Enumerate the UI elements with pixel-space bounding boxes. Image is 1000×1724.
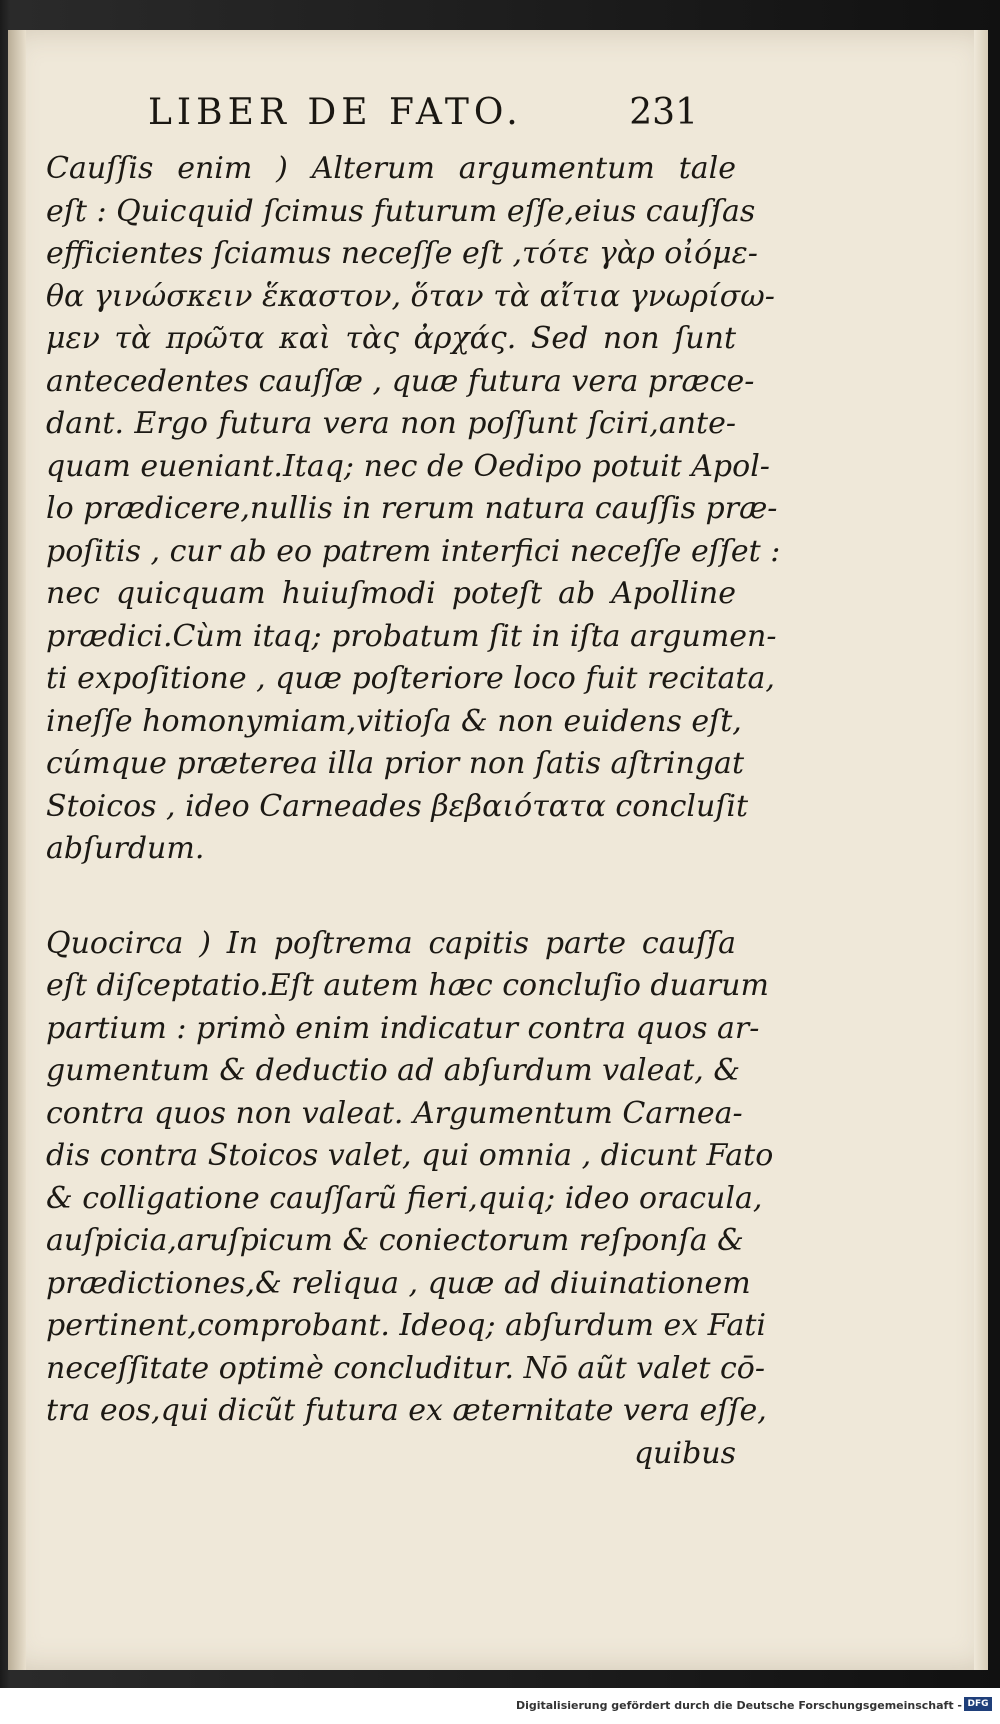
text-line: auſpicia,aruſpicum & coniectorum reſponſa & bbox=[46, 1223, 744, 1258]
text-line: partium : primò enim indicatur contra quos ar- bbox=[46, 1010, 760, 1046]
digitization-credit: Digitalisierung gefördert durch die Deutsche Forschungsgemeinschaft - bbox=[515, 1699, 962, 1712]
text-line: ti expoſitione , quæ poſteriore loco fuit recitata, bbox=[46, 661, 775, 696]
page-number: 231 bbox=[629, 92, 698, 133]
text-line: eſt : Quicquid ſcimus futurum eſſe,eius cauſſas bbox=[46, 193, 756, 229]
book-page bbox=[8, 30, 988, 1670]
text-line: contra quos non valeat. Argumentum Carnea- bbox=[46, 1095, 743, 1131]
text-line: & colligatione cauſſarũ fieri,quiq; ideo oracula, bbox=[46, 1180, 763, 1216]
text-line: tra eos,qui dicũt futura ex æternitate vera eſſe, bbox=[46, 1393, 767, 1428]
text-line: Quocirca ) In poſtrema capitis parte cauſſa bbox=[46, 925, 736, 961]
text-line: abſurdum. bbox=[46, 831, 205, 866]
text-line: prædici.Cùm itaq; probatum ſit in iſta argumen- bbox=[46, 618, 777, 654]
text-line: eſt diſceptatio.Eſt autem hæc concluſio duarum bbox=[46, 968, 769, 1003]
main-text bbox=[46, 148, 781, 1475]
text-line: dis contra Stoicos valet, qui omnia , dicunt Fato bbox=[46, 1138, 774, 1173]
text-line: Stoicos , ideo Carneades βεβαιότατα concluſit bbox=[46, 788, 749, 824]
text-line: dant. Ergo futura vera non poſſunt ſciri,ante- bbox=[46, 406, 736, 441]
running-title: LIBER DE FATO. bbox=[148, 92, 523, 133]
text-line: θα γινώσκειν ἕκαστον, ὅταν τὰ αἴτια γνωρίσω- bbox=[46, 278, 775, 314]
text-line: ineſſe homonymiam,vitioſa & non euidens eſt, bbox=[46, 703, 742, 739]
text-line: Cauſſis enim ) Alterum argumentum tale bbox=[46, 151, 736, 186]
text-line: nec quicquam huiuſmodi poteſt ab Apolline bbox=[46, 576, 736, 611]
text-line: efficientes ſciamus neceſſe eſt ,τότε γὰρ οἰόμε- bbox=[46, 236, 758, 271]
text-line: antecedentes cauſſæ , quæ futura vera præce- bbox=[46, 363, 755, 399]
text-line: quam eueniant.Itaq; nec de Oedipo potuit Apol- bbox=[46, 448, 770, 484]
text-line: pertinent,comprobant. Ideoq; abſurdum ex Fati bbox=[46, 1308, 766, 1343]
text-line: prædictiones,& reliqua , quæ ad diuinationem bbox=[46, 1265, 751, 1301]
text-line: poſitis , cur ab eo patrem interfici neceſſe eſſet : bbox=[46, 533, 781, 569]
catchword: quibus bbox=[633, 1435, 736, 1471]
text-line: neceſſitate optimè concluditur. Nō aũt valet cō- bbox=[46, 1350, 765, 1386]
dfg-logo: DFG bbox=[964, 1697, 992, 1711]
text-line: μεν τὰ πρῶτα καὶ τὰς ἀρχάς. Sed non ſunt bbox=[46, 321, 736, 356]
text-line: cúmque præterea illa prior non ſatis aſtringat bbox=[46, 746, 744, 781]
text-line: gumentum & deductio ad abſurdum valeat, & bbox=[46, 1053, 741, 1088]
paragraph-gap bbox=[46, 871, 736, 923]
paragraph-1 bbox=[46, 148, 781, 871]
paragraph-2 bbox=[46, 923, 774, 1476]
text-line: lo prædicere,nullis in rerum natura cauſſis præ- bbox=[46, 491, 778, 526]
